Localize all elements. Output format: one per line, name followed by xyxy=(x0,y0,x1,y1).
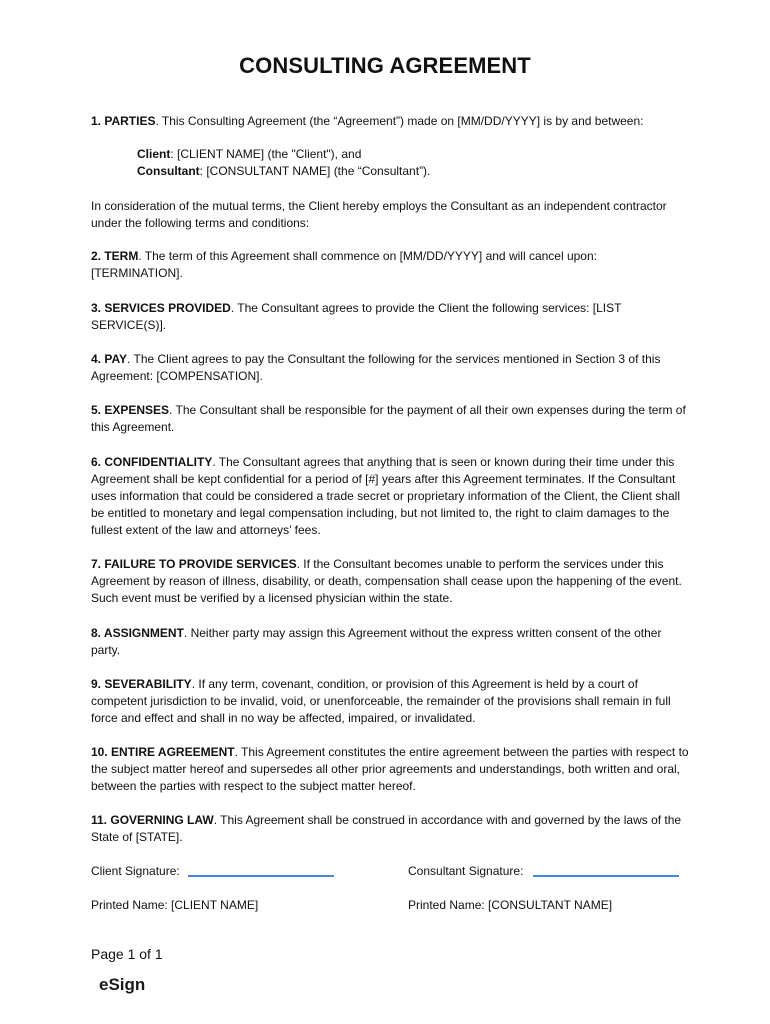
client-signature-label: Client Signature: xyxy=(91,864,180,878)
client-printed-name: Printed Name: [CLIENT NAME] xyxy=(91,898,259,912)
document-title: CONSULTING AGREEMENT xyxy=(239,53,531,78)
clause-pay xyxy=(91,351,691,385)
clause-heading: 10. ENTIRE AGREEMENT xyxy=(91,745,235,759)
consultant-party-line xyxy=(137,163,430,180)
consultant-signature-line[interactable] xyxy=(533,875,679,877)
clause-heading: 3. SERVICES PROVIDED xyxy=(91,301,231,315)
clause-text: . This Consulting Agreement (the “Agreement”) made on [MM/DD/YYYY] is by and between: xyxy=(155,114,644,128)
page-number: Page 1 of 1 xyxy=(91,946,163,962)
clause-heading: 1. PARTIES xyxy=(91,114,156,128)
client-party-line xyxy=(137,146,361,163)
consultant-signature-label: Consultant Signature: xyxy=(408,864,524,878)
clause-services-provided xyxy=(91,300,691,334)
consultant-text: : [CONSULTANT NAME] (the “Consultant”). xyxy=(199,164,431,178)
clause-text: . The Client agrees to pay the Consultant the following for the services mentioned in Section 3 of this Agreement: [COMPENSATION]. xyxy=(91,352,661,383)
clause-assignment xyxy=(91,625,691,659)
consideration-paragraph: In consideration of the mutual terms, the Client hereby employs the Consultant as an independent contractor under the following terms and conditions: xyxy=(91,199,667,230)
clause-failure-to-provide-services xyxy=(91,556,691,607)
client-text: : [CLIENT NAME] (the "Client"), and xyxy=(170,147,362,161)
clause-heading: 9. SEVERABILITY xyxy=(91,677,192,691)
clause-confidentiality xyxy=(91,454,691,539)
clause-text: . The Consultant agrees to provide the Client the following services: [LIST SERVICE(S)]. xyxy=(91,301,622,332)
clause-text: . If any term, covenant, condition, or provision of this Agreement is held by a court of competent jurisdiction to be invalid, void, or unenforceable, the remainder of the provisions shall remain in full force and effect and shall in no way be affected, impaired, or invalidated. xyxy=(91,677,671,725)
consultant-label: Consultant xyxy=(137,164,200,178)
clause-parties xyxy=(91,113,691,130)
clause-text: . This Agreement constitutes the entire agreement between the parties with respect to the subject matter hereof and supersedes all other prior agreements and understandings, both written and oral, between the parties with respect to the subject matter hereof. xyxy=(91,745,689,793)
clause-governing-law xyxy=(91,812,691,846)
clause-heading: 6. CONFIDENTIALITY xyxy=(91,455,213,469)
clause-heading: 4. PAY xyxy=(91,352,128,366)
clause-severability xyxy=(91,676,691,727)
clause-expenses xyxy=(91,402,691,436)
client-signature-line[interactable] xyxy=(188,875,334,877)
clause-text: . If the Consultant becomes unable to perform the services under this Agreement by reason of illness, disability, or death, compensation shall cease upon the happening of the event. Such event must be verified by a licensed physician within the state. xyxy=(91,557,682,605)
clause-heading: 11. GOVERNING LAW xyxy=(91,813,214,827)
clause-text: . The Consultant shall be responsible for the payment of all their own expenses during the term of this Agreement. xyxy=(91,403,686,434)
client-label: Client xyxy=(137,147,171,161)
clause-entire-agreement xyxy=(91,744,691,795)
clause-text: . The term of this Agreement shall commence on [MM/DD/YYYY] and will cancel upon: [TERMINATION]. xyxy=(91,249,597,280)
clause-heading: 2. TERM xyxy=(91,249,139,263)
clause-text: . Neither party may assign this Agreement without the express written consent of the other party. xyxy=(91,626,662,657)
clause-heading: 5. EXPENSES xyxy=(91,403,170,417)
clause-heading: 7. FAILURE TO PROVIDE SERVICES xyxy=(91,557,297,571)
clause-text: . The Consultant agrees that anything that is seen or known during their time under this Agreement shall be kept confidential for a period of [#] years after this Agreement terminates. If the Consultant uses information that could be considered a trade secret or proprietary information of the Client, the Client shall be entitled to monetary and legal compensation including, but not limited to, the right to claim damages to the fullest extent of the law and attorneys’ fees. xyxy=(91,455,680,537)
clause-term xyxy=(91,248,691,282)
clause-text: . This Agreement shall be construed in accordance with and governed by the laws of the State of [STATE]. xyxy=(91,813,682,844)
consultant-printed-name: Printed Name: [CONSULTANT NAME] xyxy=(408,898,613,912)
clause-heading: 8. ASSIGNMENT xyxy=(91,626,184,640)
esign-logo: eSign xyxy=(99,975,146,994)
